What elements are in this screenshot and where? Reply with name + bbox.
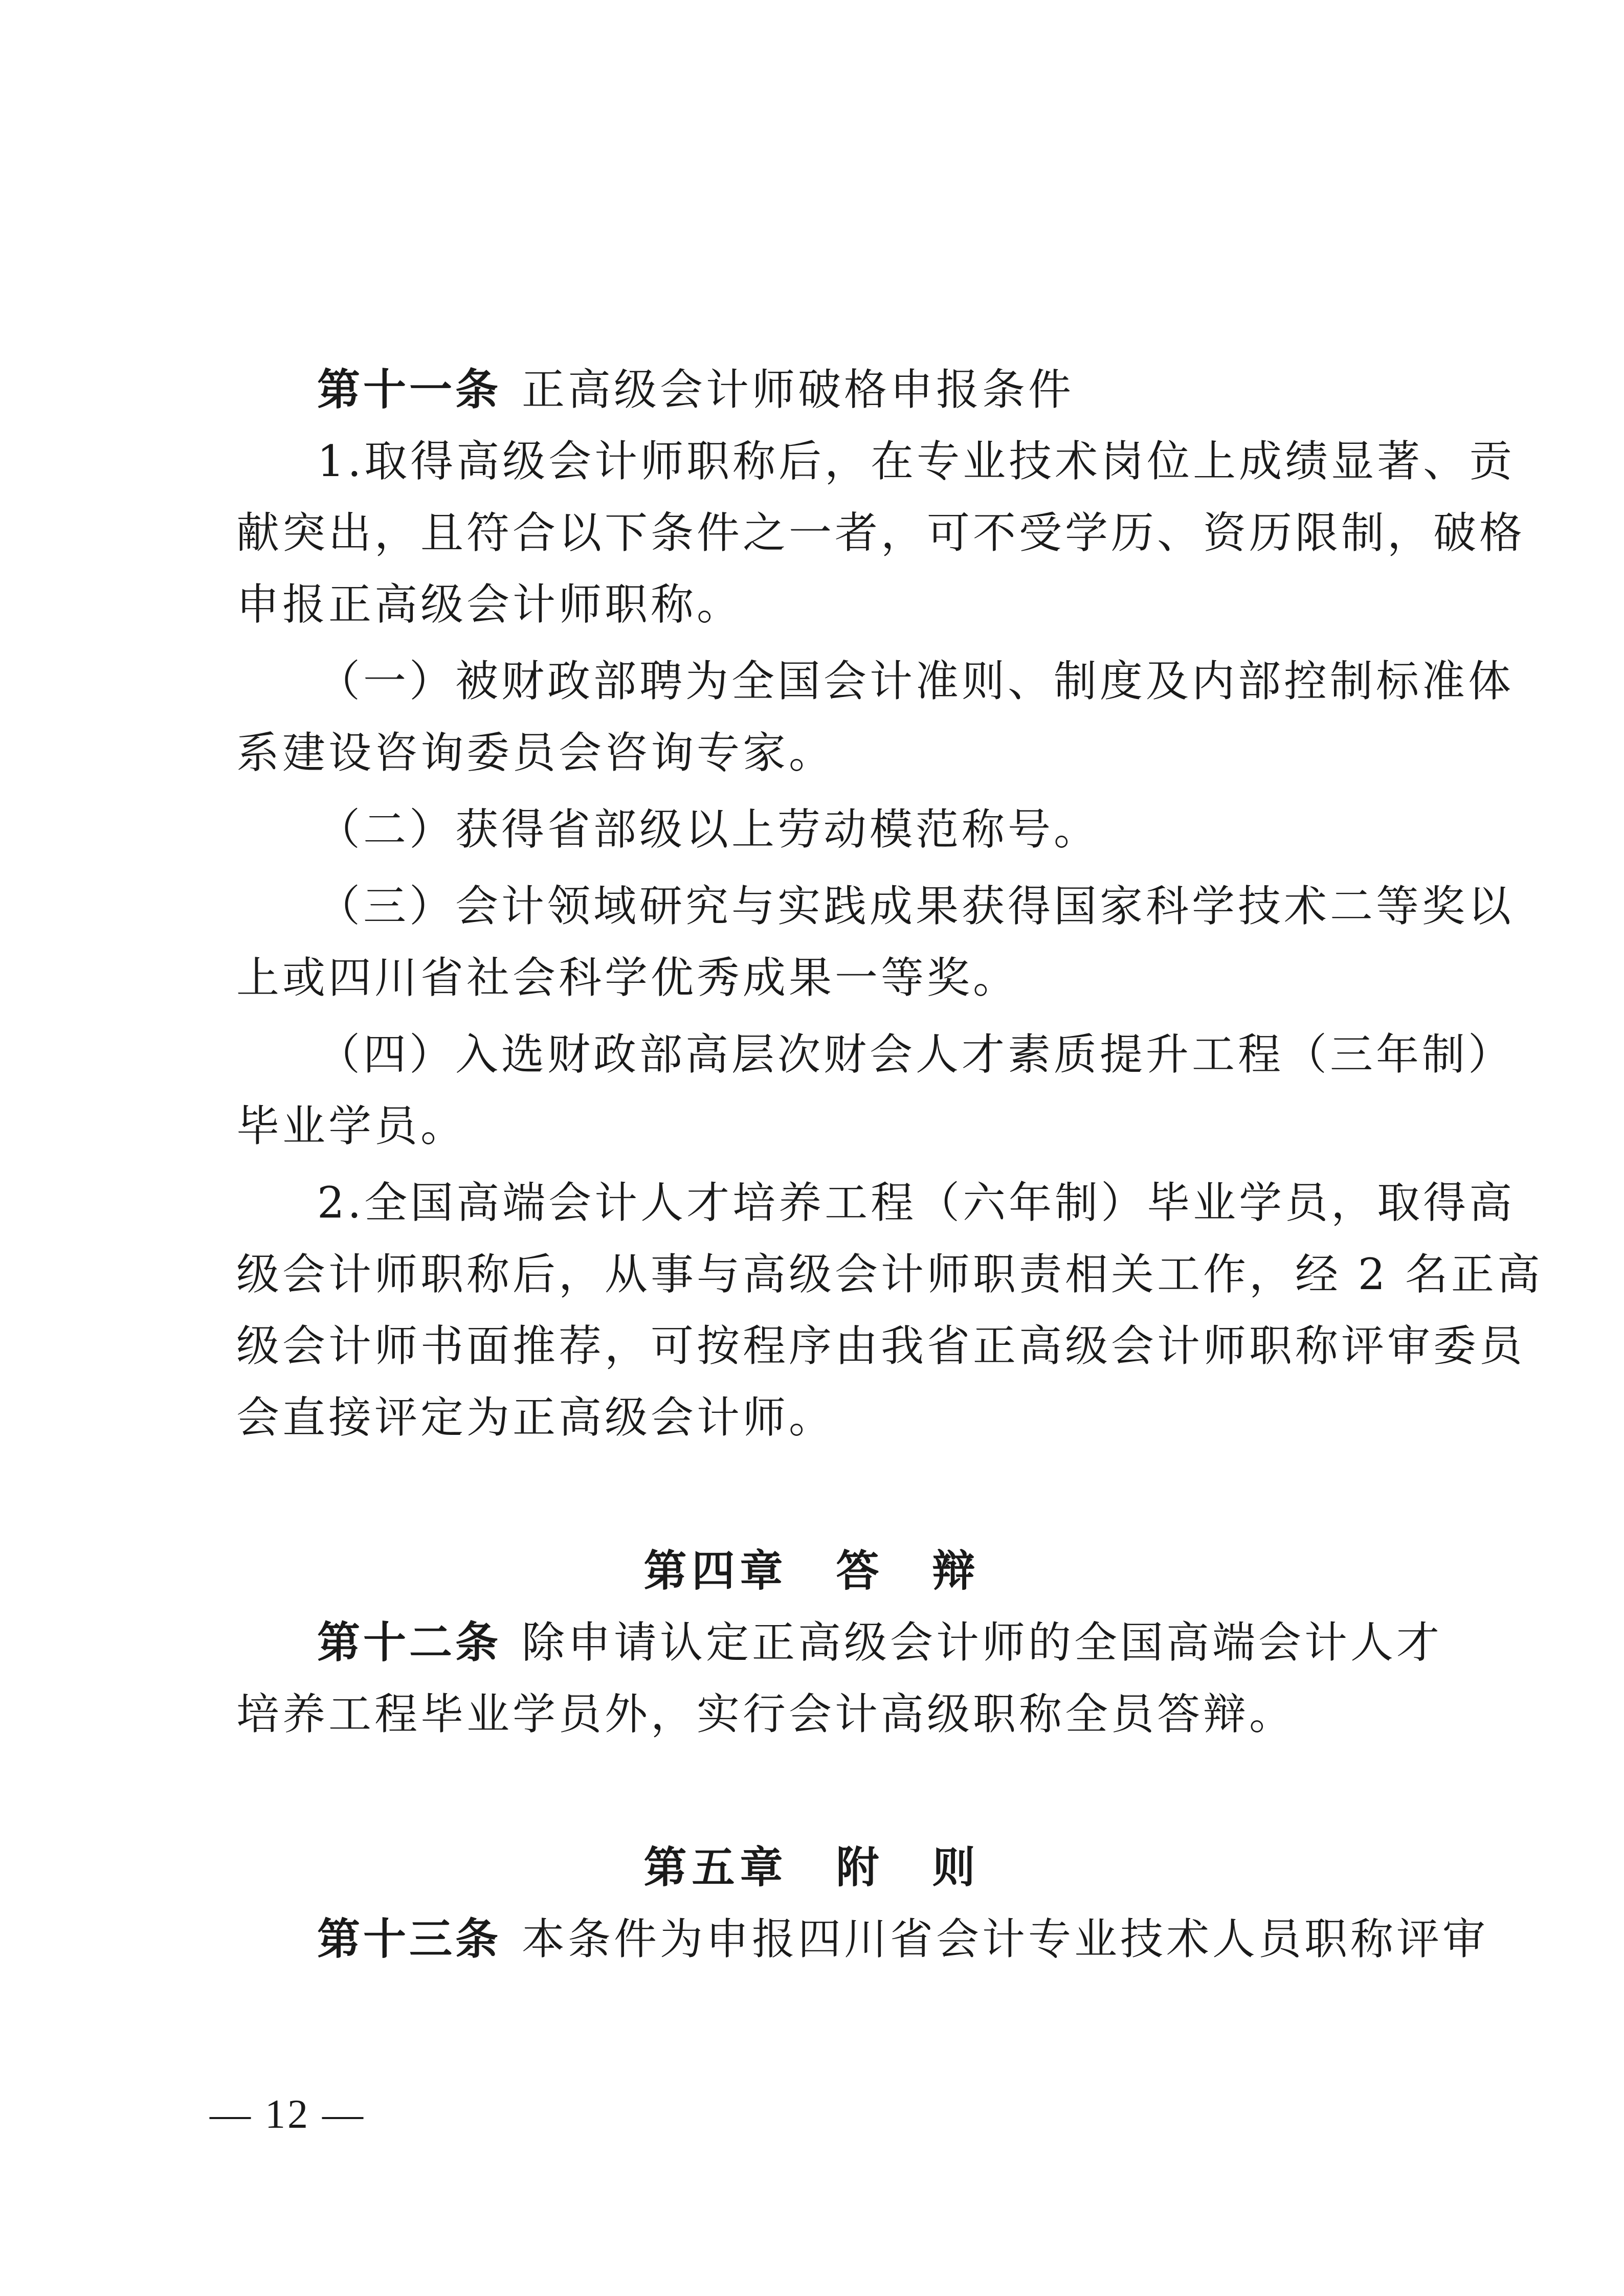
article-13-line-1 — [317, 1914, 1489, 1965]
article-11-line-9: （四）入选财政部高层次财会人才素质提升工程（三年制） — [317, 1029, 1515, 1079]
article-11-line-6: （二）获得省部级以上劳动模范称号。 — [317, 804, 1100, 854]
article-13-label: 第十三条 — [317, 1914, 502, 1964]
article-11-line-13: 级会计师书面推荐，可按程序由我省正高级会计师职称评审委员 — [236, 1321, 1526, 1371]
article-11-line-3: 申报正高级会计师职称。 — [236, 579, 743, 629]
article-12-label: 第十二条 — [317, 1617, 502, 1668]
article-11-line-12: 级会计师职称后，从事与高级会计师职责相关工作，经 2 名正高 — [236, 1249, 1543, 1299]
article-11-label: 第十一条 — [317, 365, 502, 415]
article-11-line-5: 系建设咨询委员会咨询专家。 — [236, 728, 835, 778]
page-number: — 12 — — [210, 2092, 365, 2137]
article-12-line-2: 培养工程毕业学员外，实行会计高级职称全员答辩。 — [236, 1689, 1296, 1739]
article-12-line-1 — [317, 1617, 1443, 1668]
article-13-text-1: 本条件为申报四川省会计专业技术人员职称评审 — [522, 1914, 1489, 1964]
article-12-text-1: 除申请认定正高级会计师的全国高端会计人才 — [522, 1617, 1443, 1668]
article-11-line-14: 会直接评定为正高级会计师。 — [236, 1392, 835, 1443]
article-11-line-4: （一）被财政部聘为全国会计准则、制度及内部控制标准体 — [317, 656, 1515, 706]
article-11-title: 正高级会计师破格申报条件 — [522, 365, 1075, 415]
article-11-line-1: 1.取得高级会计师职称后，在专业技术岗位上成绩显著、贡 — [317, 436, 1516, 486]
chapter-4-title: 第四章 答 辩 — [643, 1546, 981, 1596]
chapter-5-title: 第五章 附 则 — [643, 1842, 981, 1893]
article-11-heading — [317, 364, 1391, 415]
article-11-line-8: 上或四川省社会科学优秀成果一等奖。 — [236, 953, 1019, 1003]
article-11-line-7: （三）会计领域研究与实践成果获得国家科学技术二等奖以 — [317, 881, 1515, 931]
article-11-line-10: 毕业学员。 — [236, 1101, 467, 1151]
article-11-line-2: 献突出，且符合以下条件之一者，可不受学历、资历限制，破格 — [236, 508, 1526, 558]
article-11-line-11: 2.全国高端会计人才培养工程（六年制）毕业学员，取得高 — [317, 1178, 1516, 1228]
